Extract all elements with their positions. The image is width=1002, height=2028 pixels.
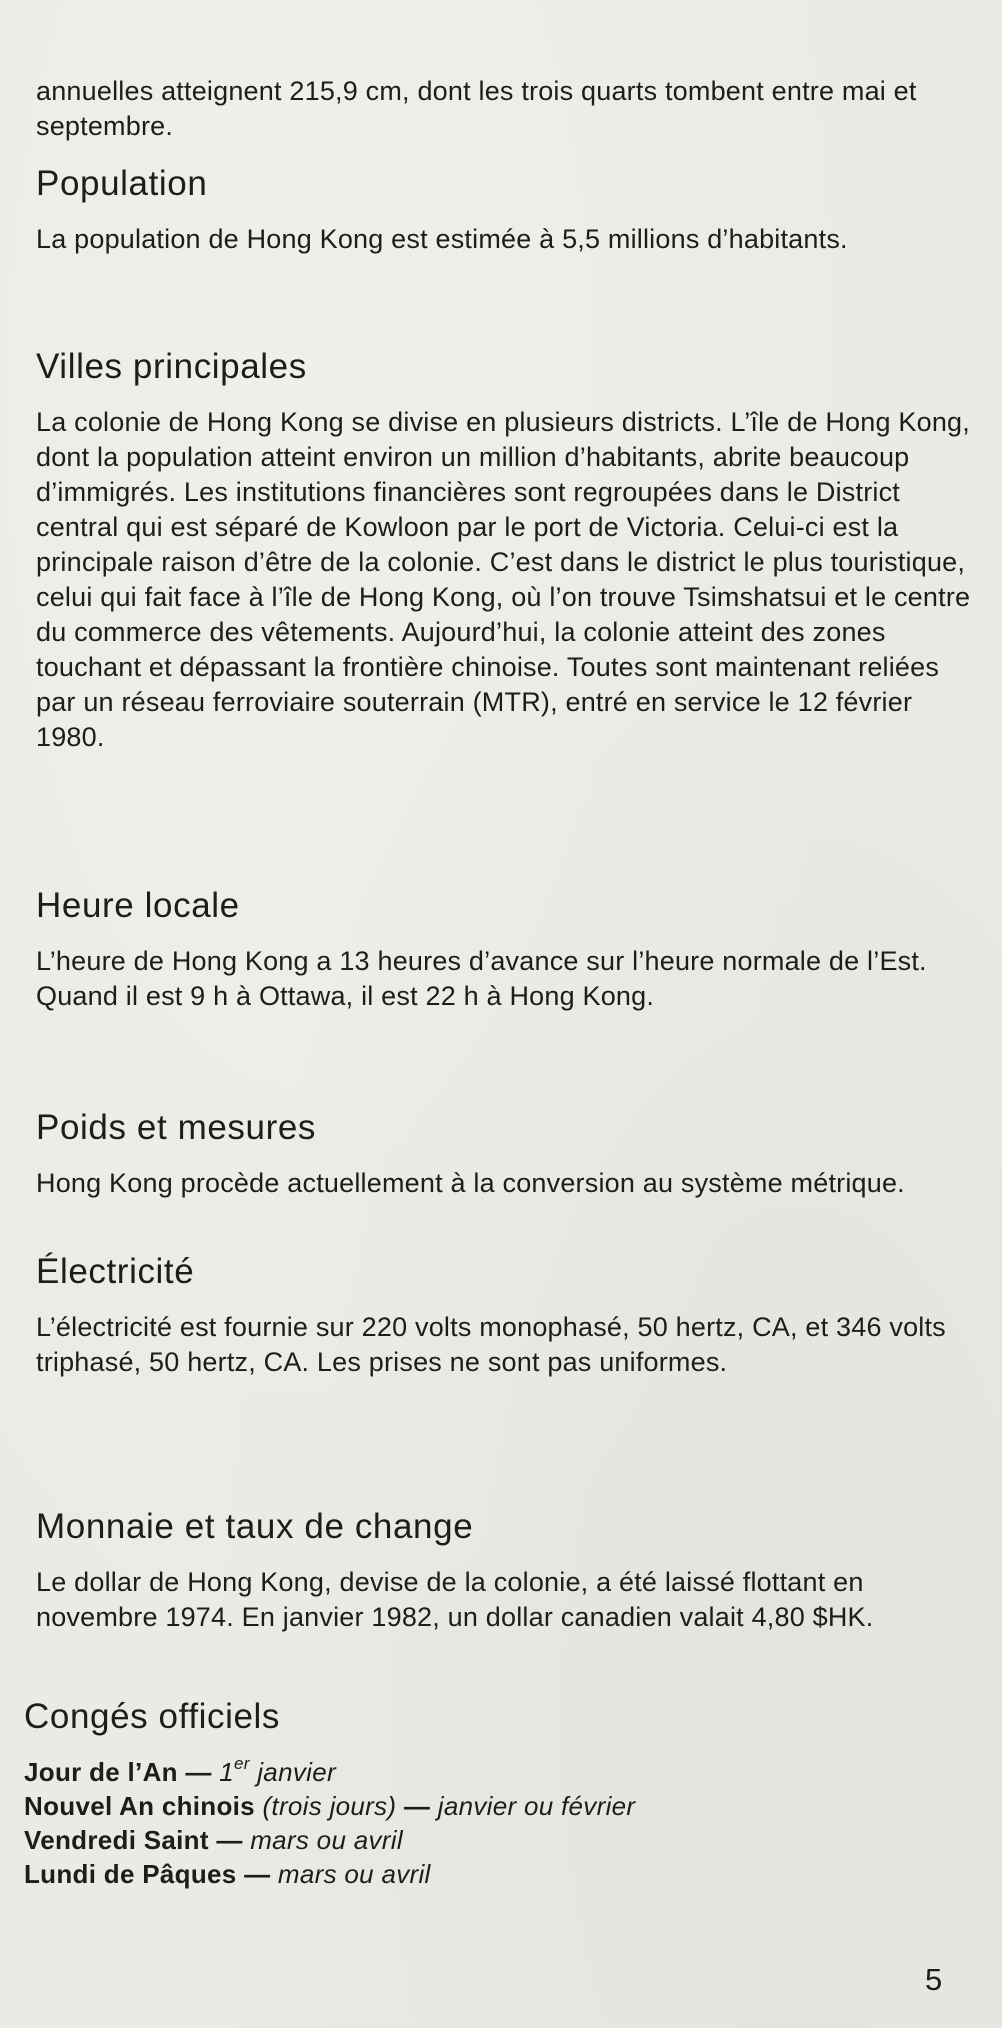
holiday-name: Vendredi Saint: [24, 1825, 209, 1855]
section-body-heure-locale: L’heure de Hong Kong a 13 heures d’avance sur l’heure normale de l’Est. Quand il est 9 h à Ottawa, il est 22 h à Hong Kong.: [36, 946, 927, 1011]
holiday-item: [24, 1755, 974, 1789]
section-heure-locale: [36, 886, 986, 1014]
holiday-date: mars ou avril: [250, 1825, 403, 1855]
section-poids-et-mesures: [36, 1108, 986, 1201]
section-body-population: La population de Hong Kong est estimée à 5,5 millions d’habitants.: [36, 224, 848, 254]
holiday-dash: —: [244, 1859, 271, 1889]
holiday-date-prefix: 1: [219, 1757, 234, 1787]
section-body-electricite: L’électricité est fournie sur 220 volts monophasé, 50 hertz, CA, et 346 volts triphasé, 50 hertz, CA. Les prises ne sont pas uniformes.: [36, 1312, 946, 1377]
section-title-villes-principales: Villes principales: [36, 347, 307, 386]
section-body-villes-principales: La colonie de Hong Kong se divise en plusieurs districts. L’île de Hong Kong, dont la population atteint environ un million d’habitants, abrite beaucoup d’immigrés. Les institutions financières sont regroupées dans le District central qui est séparé de Kowloon par le port de Victoria. Celui-ci est la principale raison d’être de la colonie. C’est dans le district le plus touristique, celui qui fait face à l’île de Hong Kong, où l’on trouve Tsimshatsui et le centre du commerce des vêtements. Aujourd’hui, la colonie atteint des zones touchant et dépassant la frontière chinoise. Toutes sont maintenant reliées par un réseau ferroviaire souterrain (MTR), entré en service le 12 février 1980.: [36, 407, 971, 752]
holiday-name: Nouvel An chinois: [24, 1791, 255, 1821]
holiday-name: Jour de l’An: [24, 1757, 178, 1787]
section-title-monnaie: Monnaie et taux de change: [36, 1507, 474, 1546]
holiday-dash: —: [185, 1757, 212, 1787]
holiday-name: Lundi de Pâques: [24, 1859, 237, 1889]
section-conges-officiels: [24, 1697, 974, 1891]
section-body-poids-et-mesures: Hong Kong procède actuellement à la conversion au système métrique.: [36, 1168, 905, 1198]
holiday-dash: —: [403, 1791, 431, 1821]
holiday-list: [24, 1755, 974, 1891]
holiday-note: (trois jours): [262, 1791, 397, 1821]
section-body-monnaie: Le dollar de Hong Kong, devise de la colonie, a été laissé flottant en novembre 1974. En janvier 1982, un dollar canadien valait 4,80 $HK.: [36, 1567, 874, 1632]
intro-paragraph: annuelles atteignent 215,9 cm, dont les trois quarts tombent entre mai et septembre.: [36, 76, 917, 141]
section-population: [36, 164, 986, 257]
section-title-poids-et-mesures: Poids et mesures: [36, 1108, 316, 1147]
page-number: 5: [925, 1962, 943, 1997]
holiday-dash: —: [216, 1825, 243, 1855]
holiday-item: [24, 1823, 974, 1857]
holiday-item: [24, 1789, 974, 1823]
section-title-heure-locale: Heure locale: [36, 886, 240, 925]
holiday-date-superscript: er: [233, 1754, 250, 1774]
holiday-date: janvier: [257, 1757, 336, 1787]
holiday-item: [24, 1857, 974, 1891]
section-electricite: [36, 1252, 986, 1380]
section-title-electricite: Électricité: [36, 1252, 195, 1291]
section-title-conges-officiels: Congés officiels: [24, 1697, 281, 1736]
section-monnaie-et-taux-de-change: [36, 1507, 986, 1635]
section-title-population: Population: [36, 164, 208, 203]
section-villes-principales: [36, 347, 986, 755]
holiday-date: janvier ou février: [437, 1791, 636, 1821]
holiday-date: mars ou avril: [277, 1859, 431, 1889]
